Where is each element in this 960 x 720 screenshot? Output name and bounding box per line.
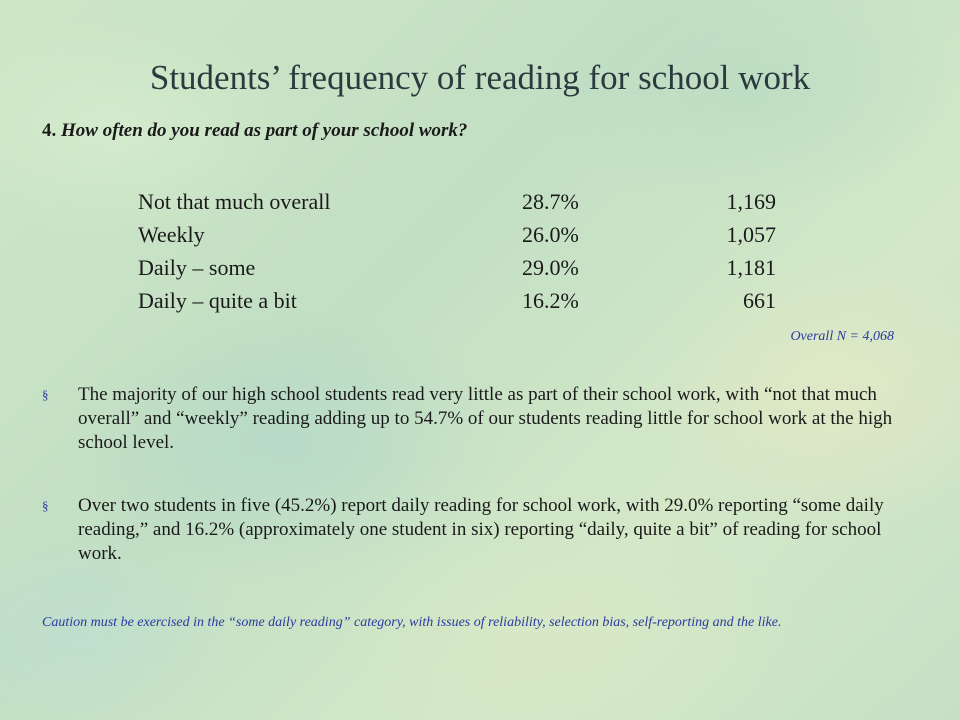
- row-percent: 29.0%: [522, 255, 579, 280]
- question-number: 4.: [42, 120, 57, 141]
- row-label: Not that much overall: [138, 189, 331, 214]
- row-count: 1,181: [726, 255, 776, 280]
- question-text: How often do you read as part of your school work?: [56, 120, 468, 141]
- list-item: [42, 383, 912, 455]
- row-label: Daily – quite a bit: [138, 288, 297, 313]
- row-percent: 28.7%: [522, 189, 579, 214]
- row-percent: 26.0%: [522, 222, 579, 247]
- section-bullet-icon: §: [42, 387, 49, 402]
- caution-note: Caution must be exercised in the “some daily reading” category, with issues of reliability, selection bias, self-reporting and the like.: [42, 615, 782, 630]
- bullet-text: Over two students in five (45.2%) report daily reading for school work, with 29.0% reporting “some daily reading,” and 16.2% (approximately one student in six) reporting “daily, quite a bit” of reading for school work.: [78, 495, 884, 564]
- row-percent: 16.2%: [522, 288, 579, 313]
- list-item: [42, 494, 912, 566]
- overall-n-label: Overall N = 4,068: [790, 329, 894, 344]
- bullet-text: The majority of our high school students read very little as part of their school work, with “not that much overall” and “weekly” reading adding up to 54.7% of our students reading little for school work at the high school level.: [78, 384, 893, 453]
- slide-title: Students’ frequency of reading for school work: [149, 58, 811, 97]
- row-label: Daily – some: [138, 255, 256, 280]
- bullet-list: [42, 383, 912, 566]
- row-count: 1,057: [726, 222, 776, 247]
- row-count: 661: [743, 288, 776, 313]
- section-bullet-icon: §: [42, 498, 49, 513]
- row-label: Weekly: [138, 222, 205, 247]
- row-count: 1,169: [726, 189, 776, 214]
- survey-question: [42, 120, 467, 142]
